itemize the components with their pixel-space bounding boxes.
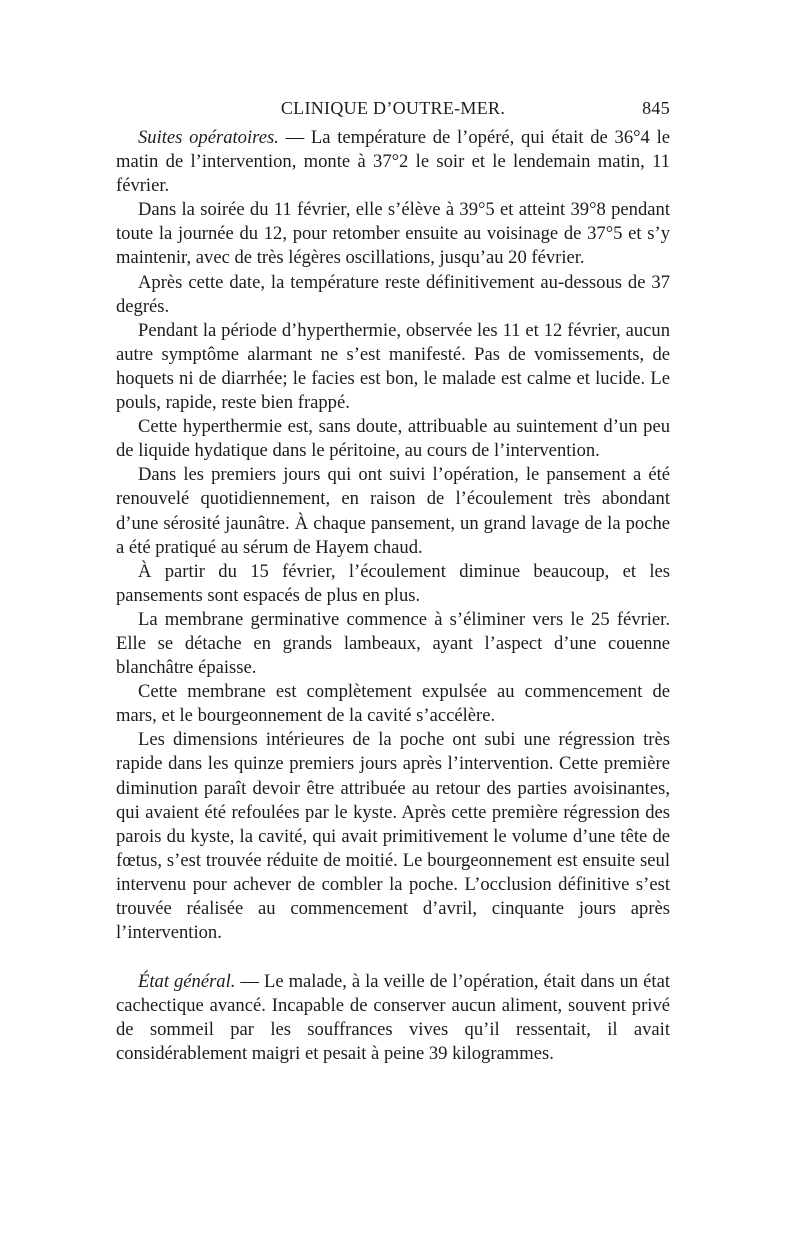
paragraph-text: — Le malade, à la veille de l’opération, était dans un état cachectique avancé. Incapable de conserver aucun aliment, souvent privé de sommeil par les souffrances vives qu’il ressentait, il avait considérablement maigri et pesait à peine 39 kilogrammes.	[116, 971, 670, 1065]
paragraph: Dans les premiers jours qui ont suivi l’opération, le pansement a été renouvelé quotidiennement, en raison de l’écoulement très abondant d’une sérosité jaunâtre. À chaque pansement, un grand lavage de la poche a été pratiqué au sérum de Hayem chaud.	[116, 464, 670, 558]
paragraph: Après cette date, la température reste définitivement au-dessous de 37 degrés.	[116, 271, 670, 317]
paragraph-suites-operatoires	[116, 126, 670, 198]
paragraph: Cette membrane est complètement expulsée au commencement de mars, et le bourgeonnement de la cavité s’accélère.	[116, 681, 670, 727]
running-head	[116, 92, 670, 126]
section-gap	[116, 945, 670, 970]
paragraph-text: — La température de l’opéré, qui était de 36°4 le matin de l’intervention, monte à 37°2 le soir et le lendemain matin, 11 février.	[116, 127, 670, 197]
paragraph: Dans la soirée du 11 février, elle s’élève à 39°5 et atteint 39°8 pendant toute la journée du 12, pour retomber ensuite au voisinage de 37°5 et s’y maintenir, avec de très légères oscillations, jusqu’au 20 février.	[116, 199, 670, 269]
paragraph: La membrane germinative commence à s’éliminer vers le 25 février. Elle se détache en grands lambeaux, ayant l’aspect d’une couenne blanchâtre épaisse.	[116, 608, 670, 679]
paragraph-etat-general	[116, 970, 670, 1066]
body-text	[116, 126, 670, 1067]
paragraph: Pendant la période d’hyperthermie, observée les 11 et 12 février, aucun autre symptôme alarmant ne s’est manifesté. Pas de vomissements, de hoquets ni de diarrhée; le facies est bon, le malade est calme et lucide. Le pouls, rapide, reste bien frappé.	[116, 319, 670, 414]
running-title: CLINIQUE D’OUTRE-MER.	[280, 98, 506, 118]
section-heading-etat-general: État général.	[138, 971, 236, 993]
book-page	[116, 92, 670, 1067]
paragraph: À partir du 15 février, l’écoulement diminue beaucoup, et les pansements sont espacés de plus en plus.	[116, 560, 670, 606]
paragraph: Les dimensions intérieures de la poche ont subi une régression très rapide dans les quinze premiers jours après l’intervention. Cette première diminution paraît devoir être attribuée au retour des parties avoisinantes, qui avaient été refoulées par le kyste. Après cette première régression des parois du kyste, la cavité, qui avait primitivement le volume d’une tête de fœtus, s’est trouvée réduite de moitié. Le bourgeonnement est ensuite seul intervenu pour achever de combler la poche. L’occlusion définitive s’est trouvée réalisée au commencement d’avril, cinquante jours après l’intervention.	[116, 729, 670, 944]
page-number: 845	[642, 98, 670, 118]
paragraph: Cette hyperthermie est, sans doute, attribuable au suintement d’un peu de liquide hydatique dans le péritoine, au cours de l’intervention.	[116, 416, 670, 462]
section-heading-suites-operatoires: Suites opératoires.	[138, 127, 279, 148]
